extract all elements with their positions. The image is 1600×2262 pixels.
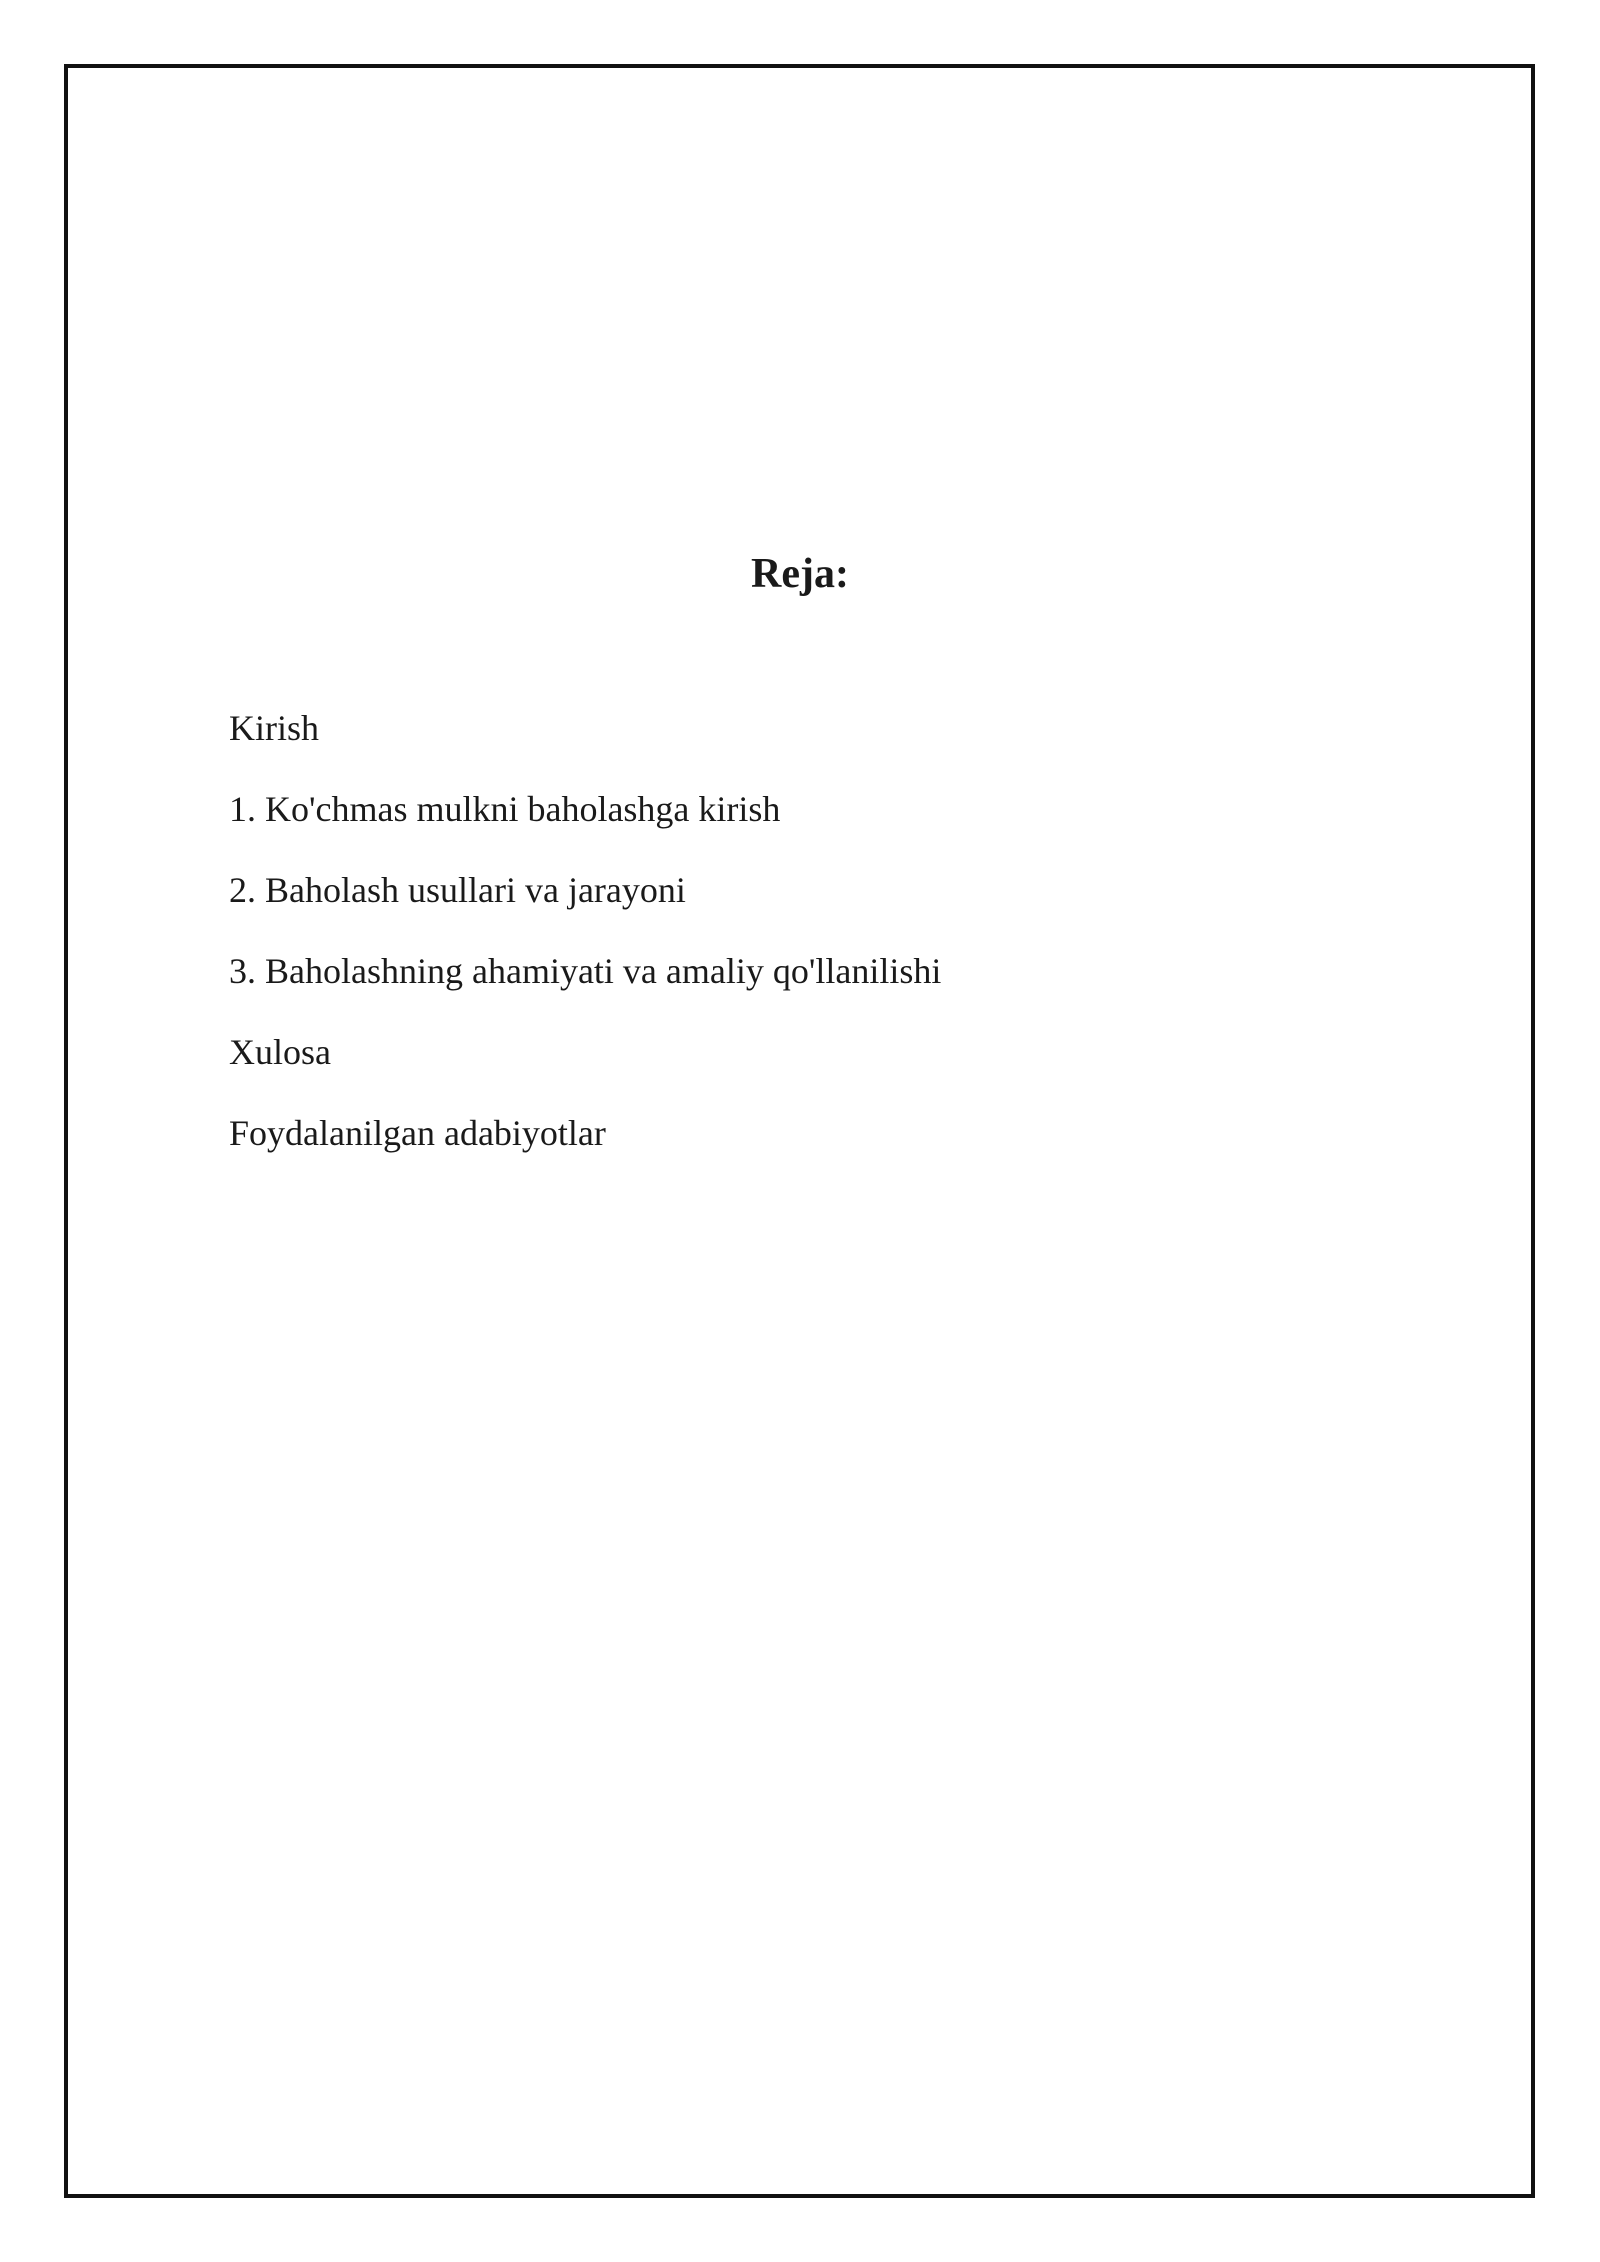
toc-item-references: Foydalanilgan adabiyotlar xyxy=(229,1113,606,1153)
table-of-contents xyxy=(229,698,941,1184)
toc-item-conclusion: Xulosa xyxy=(229,1032,331,1072)
toc-item-chapter-3: 3. Baholashning ahamiyati va amaliy qo'llanilishi xyxy=(229,951,942,991)
toc-item-chapter-2: 2. Baholash usullari va jarayoni xyxy=(229,870,686,910)
toc-item-chapter-1: 1. Ko'chmas mulkni baholashga kirish xyxy=(229,789,781,829)
toc-item-introduction: Kirish xyxy=(229,708,319,748)
page-title: Reja: xyxy=(751,551,849,597)
